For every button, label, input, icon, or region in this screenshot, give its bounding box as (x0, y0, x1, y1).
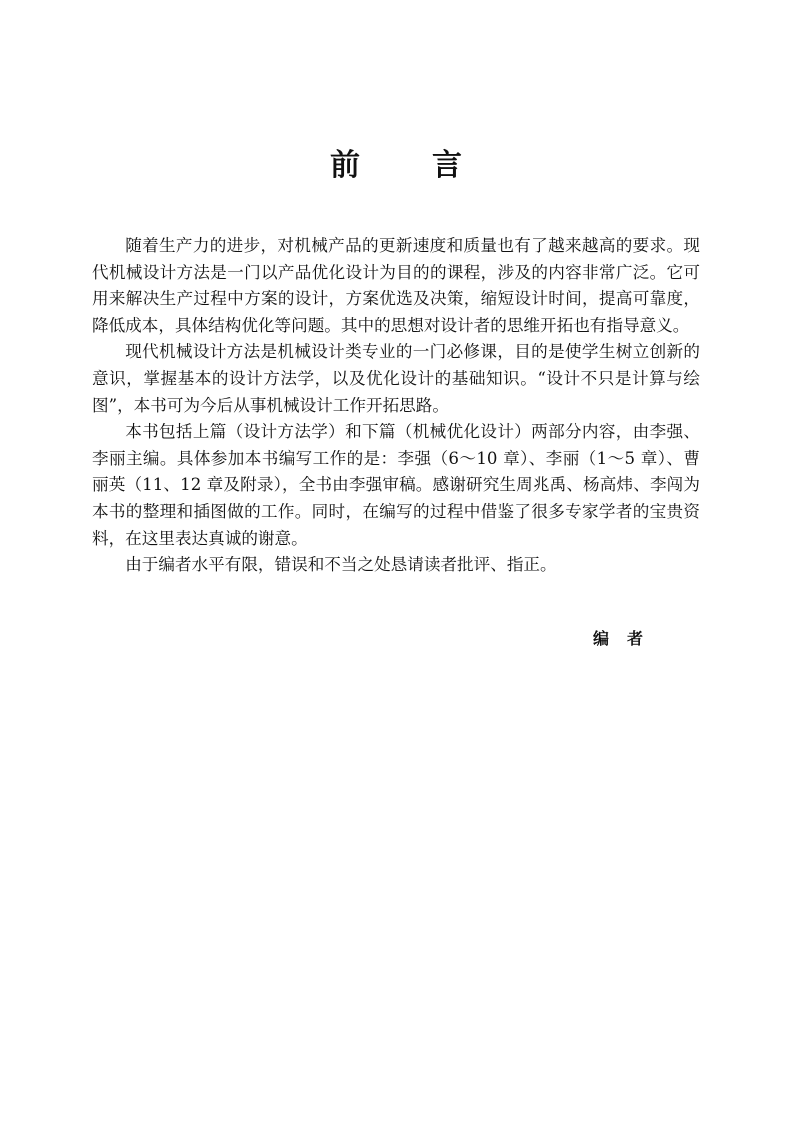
author-signature: 编者 (592, 629, 661, 648)
paragraph-3: 本书包括上篇（设计方法学）和下篇（机械优化设计）两部分内容，由李强、李丽主编。具体参加本书编写工作的是：李强（6～10 章）、李丽（1～5 章）、曹丽英（11、12 章及附录），全书由李强审稿。感谢研究生周兆禹、杨高炜、李闯为本书的整理和插图做的工作。同时，在编写的过程中借鉴了很多专家学者的宝贵资料，在这里表达真诚的谢意。 (92, 422, 700, 548)
paragraph-2: 现代机械设计方法是机械设计类专业的一门必修课，目的是使学生树立创新的意识，掌握基本的设计方法学，以及优化设计的基础知识。“设计不只是计算与绘图”，本书可为今后从事机械设计工作开拓思路。 (92, 342, 700, 415)
preface-body (92, 233, 700, 579)
page-title: 前言 (330, 148, 534, 183)
paragraph-1: 随着生产力的进步，对机械产品的更新速度和质量也有了越来越高的要求。现代机械设计方法是一门以产品优化设计为目的的课程，涉及的内容非常广泛。它可用来解决生产过程中方案的设计，方案优选及决策，缩短设计时间，提高可靠度，降低成本，具体结构优化等问题。其中的思想对设计者的思维开拓也有指导意义。 (92, 236, 700, 335)
paragraph-4: 由于编者水平有限，错误和不当之处恳请读者批评、指正。 (125, 555, 557, 575)
